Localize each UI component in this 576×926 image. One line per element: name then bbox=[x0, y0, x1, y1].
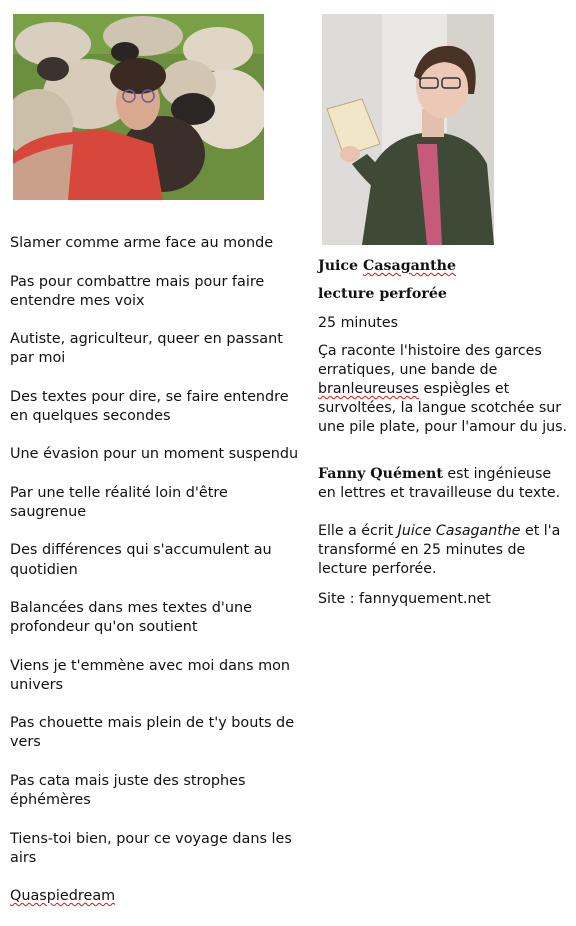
description-text-end: espiègles et survoltées, la langue scotchée sur une pile plate, pour l'amour du jus. bbox=[318, 381, 568, 435]
show-title-part: Juice bbox=[318, 258, 364, 274]
show-description bbox=[318, 342, 568, 437]
description-text: Ça raconte l'histoire des garces erratiques, une bande de bbox=[318, 343, 542, 378]
poem-line: Une évasion pour un moment suspendu bbox=[10, 446, 299, 463]
show-subtitle: lecture perforée bbox=[318, 286, 447, 302]
author-work-text-end: et l'a transformé en 25 minutes de lecture perforée. bbox=[318, 523, 561, 577]
poem-line: Balancées dans mes textes d'une profondeur qu'on soutient bbox=[10, 600, 252, 636]
poem-line: Pas cata mais juste des strophes éphémères bbox=[10, 772, 246, 809]
reading-person-image bbox=[322, 14, 494, 245]
poem-line: Autiste, agriculteur, queer en passant par moi bbox=[10, 331, 283, 367]
poem-line: Pas pour combattre mais pour faire entendre mes voix bbox=[10, 273, 265, 309]
poem-line: Pas chouette mais plein de t'y bouts de vers bbox=[10, 715, 295, 751]
poem-line: Des différences qui s'accumulent au quotidien bbox=[10, 542, 272, 578]
show-duration: 25 minutes bbox=[318, 315, 398, 331]
photo-selfie-with-sheep bbox=[13, 14, 264, 200]
author-bio-text: est ingénieuse en lettres et travailleuse du texte. bbox=[318, 466, 561, 501]
selfie-sheep-image bbox=[13, 14, 264, 200]
slam-poem bbox=[10, 215, 300, 926]
photo-reading-person bbox=[322, 14, 494, 245]
poem-signature: Quaspiedream bbox=[10, 888, 116, 905]
poem-line: Des textes pour dire, se faire entendre en quelques secondes bbox=[10, 388, 289, 425]
author-work-title: Juice Casaganthe bbox=[397, 523, 521, 539]
poem-line: Tiens-toi bien, pour ce voyage dans les airs bbox=[10, 830, 292, 866]
show-title bbox=[318, 257, 576, 276]
show-title-name: Casaganthe bbox=[363, 258, 457, 274]
author-work-text: Elle a écrit bbox=[318, 523, 398, 539]
poem-line: Slamer comme arme face au monde bbox=[10, 235, 274, 252]
description-word: branleureuses bbox=[318, 381, 419, 397]
website-link[interactable]: Site : fannyquement.net bbox=[318, 591, 491, 607]
poem-line: Viens je t'emmène avec moi dans mon univers bbox=[10, 657, 291, 693]
author-name: Fanny Quément bbox=[318, 466, 443, 482]
author-work bbox=[318, 522, 568, 579]
author-bio bbox=[318, 465, 568, 503]
poem-line: Par une telle réalité loin d'être saugrenue bbox=[10, 484, 228, 521]
